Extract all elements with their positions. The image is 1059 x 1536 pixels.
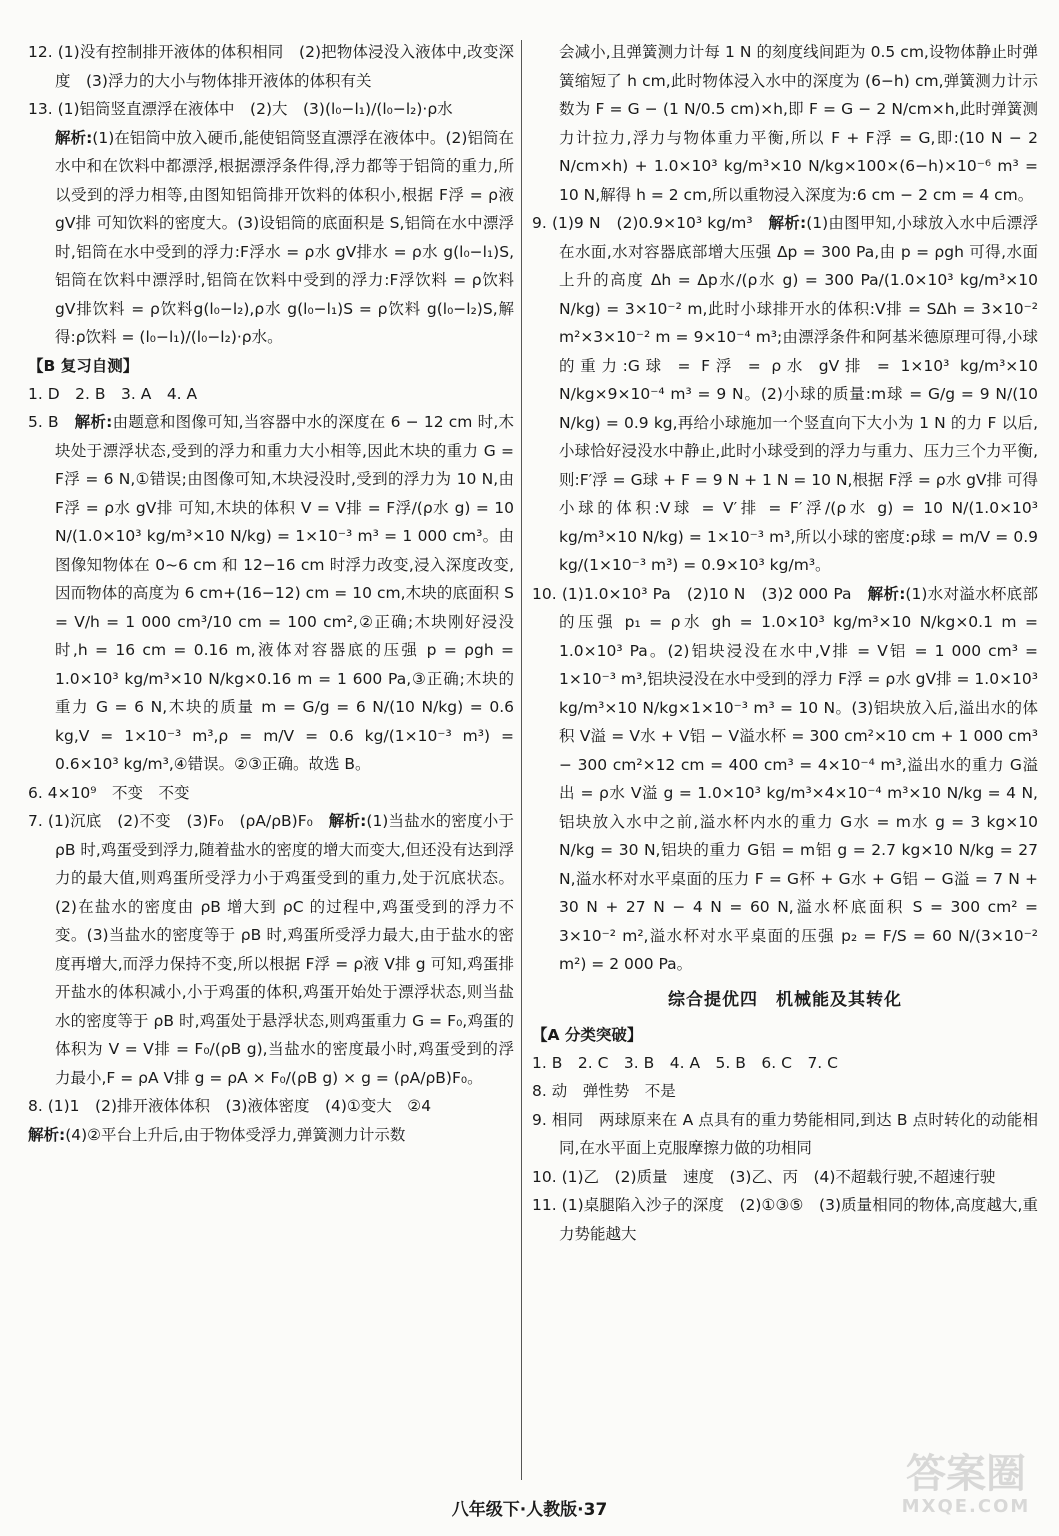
analysis-text: (1)水对溢水杯底部的压强 p₁ = ρ水 gh = 1.0×10³ kg/m³×10 N/kg×0.1 m = 1.0×10³ Pa。(2)铝块浸没在水中,V排 = V铝 = 1 000 cm³ = 1×10⁻³ m³,铝块浸没在水中受到的浮力 F浮 = ρ水 gV排 = 1.0×10³ kg/m³×10 N/kg×1×10⁻³ m³ = 10 N。(3)铝块放入后,溢出水的体积 V溢 = V水 + V铝 − V溢水杯 = 300 cm²×10 cm + 1 000 cm³ − 300 cm²×12 cm = 400 cm³ = 4×10⁻⁴ m³,溢出水的重力 G溢出 = ρ水 V溢 g = 1.0×10³ kg/m³×4×10⁻⁴ m³×10 N/kg = 4 N,铝块放入水中之前,溢水杯内水的重力 G水 = m水 g = 3 kg×10 N/kg = 30 N,铝块的重力 G铝 = m铝 g = 2.7 kg×10 N/kg = 27 N,溢水杯对水平桌面的压力 F = G杯 + G水 + G铝 − G溢 = 7 N + 30 N + 27 N − 4 N = 60 N,溢水杯底面积 S = 300 cm² = 3×10⁻² m²,溢水杯对水平桌面的压强 p₂ = F/S = 60 N/(3×10⁻² m²) = 2 000 Pa。 — [559, 584, 1038, 973]
section-heading-a: 【A 分类突破】 — [532, 1025, 643, 1044]
page-footer: 八年级下·人教版·37 — [451, 1500, 608, 1520]
answer-a11: 11. (1)桌腿陷入沙子的深度 (2)①③⑤ (3)质量相同的物体,高度越大,重力势能越大 — [532, 1196, 1038, 1243]
answer-q7-head: 7. (1)沉底 (2)不变 (3)F₀ (ρA/ρB)F₀ — [28, 812, 329, 830]
analysis-label: 解析: — [867, 584, 906, 603]
right-column — [532, 38, 1038, 1248]
answer-q8: 8. (1)1 (2)排开液体体积 (3)液体密度 (4)①变大 ②4 — [28, 1097, 432, 1115]
answer-q12: 12. (1)没有控制排开液体的体积相同 (2)把物体浸没入液体中,改变深度 (3)浮力的大小与物体排开液体的体积有关 — [28, 43, 514, 90]
left-column — [28, 38, 514, 1149]
analysis-q8 — [28, 1121, 514, 1150]
answer-q5-head: 5. B — [28, 413, 75, 431]
watermark-logo — [891, 1452, 1041, 1522]
answer-q7 — [28, 807, 514, 1092]
analysis-label: 解析: — [768, 214, 807, 232]
answer-q1-4: 1. D 2. B 3. A 4. A — [28, 384, 198, 403]
analysis-text: (1)由图甲知,小球放入水中后漂浮在水面,水对容器底部增大压强 Δp = 300 Pa,由 p = ρgh 可得,水面上升的高度 Δh = Δp水/(ρ水 g) = 300 Pa/(1.0×10³ kg/m³×10 N/kg) = 3×10⁻² m,此时小球排开水的体积:V排 = SΔh = 3×10⁻² m²×3×10⁻² m = 9×10⁻⁴ m³;由漂浮条件和阿基米德原理可得,小球的重力:G球 = F浮 = ρ水 gV排 = 1×10³ kg/m³×10 N/kg×9×10⁻⁴ m³ = 9 N。(2)小球的质量:m球 = G/g = 9 N/(10 N/kg) = 0.9 kg,再给小球施加一个竖直向下大小为 1 N 的力 F 以后,小球恰好浸没水中静止,此时小球受到的浮力与重力、压力三个力平衡,则:F′浮 = G球 + F = 9 N + 1 N = 10 N,根据 F浮 = ρ水 gV排 可得小球的体积:V球 = V′排 = F′浮/(ρ水 g) = 10 N/(1.0×10³ kg/m³×10 N/kg) = 1×10⁻³ m³,所以小球的密度:ρ球 = m/V = 0.9 kg/(1×10⁻³ m³) = 0.9×10³ kg/m³。 — [559, 214, 1038, 574]
analysis-q13 — [28, 124, 514, 352]
analysis-label: 解析: — [28, 1125, 66, 1144]
answer-q9-head: 9. (1)9 N (2)0.9×10³ kg/m³ — [532, 214, 769, 232]
answer-a1-7: 1. B 2. C 3. B 4. A 5. B 6. C 7. C — [532, 1053, 838, 1072]
answer-q6: 6. 4×10⁹ 不变 不变 — [28, 783, 190, 802]
answer-a10: 10. (1)乙 (2)质量 速度 (3)乙、丙 (4)不超载行驶,不超速行驶 — [532, 1167, 996, 1186]
watermark-url: MXQE.COM — [901, 1496, 1031, 1517]
watermark-text: 答案圈 — [906, 1451, 1026, 1497]
answer-q10-head: 10. (1)1.0×10³ Pa (2)10 N (3)2 000 Pa — [532, 584, 868, 603]
column-divider — [521, 40, 522, 1480]
analysis-label: 解析: — [328, 812, 367, 830]
analysis-label: 解析: — [55, 128, 93, 147]
analysis-q8-continued: 会减小,且弹簧测力计每 1 N 的刻度线间距为 0.5 cm,设物体静止时弹簧缩短了 h cm,此时物体浸入水中的深度为 (6−h) cm,弹簧测力计示数为 F = G − (1 N/0.5 cm)×h,即 F = G − 2 N/cm×h,此时弹簧测力计拉力,浮力与物体重力平衡,所以 F + F浮 = G,即:(10 N − 2 N/cm×h) + 1.0×10³ kg/m³×10 N/kg×100×(6−h)×10⁻⁶ m³ = 10 N,解得 h = 2 cm,所以重物浸入深度为:6 cm − 2 cm = 4 cm。 — [559, 43, 1038, 204]
answer-a8: 8. 动 弹性势 不是 — [532, 1082, 676, 1100]
answer-q13: 13. (1)铝筒竖直漂浮在液体中 (2)大 (3)(l₀−l₁)/(l₀−l₂)·ρ水 — [28, 100, 453, 118]
answer-q10 — [532, 580, 1038, 979]
answer-a9: 9. 相同 两球原来在 A 点具有的重力势能相同,到达 B 点时转化的动能相同,在水平面上克服摩擦力做的功相同 — [532, 1110, 1038, 1157]
answer-q5 — [28, 408, 514, 779]
analysis-text: 由题意和图像可知,当容器中水的深度在 6 − 12 cm 时,木块处于漂浮状态,受到的浮力和重力大小相等,因此木块的重力 G = F浮 = 6 N,①错误;由图像可知,木块浸没时,受到的浮力为 10 N,由 F浮 = ρ水 gV排 可知,木块的体积 V = V排 = F浮/(ρ水 g) = 10 N/(1.0×10³ kg/m³×10 N/kg) = 1×10⁻³ m³ = 1 000 cm³。由图像知物体在 0~6 cm 和 12−16 cm 时浮力改变,浸入深度改变,因而物体的高度为 6 cm+(16−12) cm = 10 cm,木块的底面积 S = V/h = 1 000 cm³/10 cm = 100 cm²,②正确;木块刚好浸没时,h = 16 cm = 0.16 m,液体对容器底的压强 p = ρgh = 1.0×10³ kg/m³×10 N/kg×0.16 m = 1 600 Pa,③正确;木块的重力 G = 6 N,木块的质量 m = G/g = 6 N/(10 N/kg) = 0.6 kg,V = 1×10⁻³ m³,ρ = m/V = 0.6 kg/(1×10⁻³ m³) = 0.6×10³ kg/m³,④错误。②③正确。故选 B。 — [55, 413, 514, 773]
analysis-label: 解析: — [74, 413, 113, 431]
answer-q9 — [532, 209, 1038, 580]
analysis-text: (4)②平台上升后,由于物体受浮力,弹簧测力计示数 — [65, 1125, 406, 1144]
section-heading-b: 【B 复习自测】 — [28, 356, 139, 375]
section-title: 综合提优四 机械能及其转化 — [668, 989, 902, 1010]
analysis-text: (1)在铝筒中放入硬币,能使铝筒竖直漂浮在液体中。(2)铝筒在水中和在饮料中都漂浮,根据漂浮条件得,浮力都等于铝筒的重力,所以受到的浮力相等,由图知铝筒排开饮料的体积小,根据 F浮 = ρ液 gV排 可知饮料的密度大。(3)设铝筒的底面积是 S,铝筒在水中漂浮时,铝筒在水中受到的浮力:F浮水 = ρ水 gV排水 = ρ水 g(l₀−l₁)S,铝筒在饮料中漂浮时,铝筒在饮料中受到的浮力:F浮饮料 = ρ饮料gV排饮料 = ρ饮料g(l₀−l₂),ρ水 g(l₀−l₁)S = ρ饮料 g(l₀−l₂)S,解得:ρ饮料 = (l₀−l₁)/(l₀−l₂)·ρ水。 — [55, 128, 515, 346]
analysis-text: (1)当盐水的密度小于 ρB 时,鸡蛋受到浮力,随着盐水的密度的增大而变大,但还没有达到浮力的最大值,则鸡蛋所受浮力小于鸡蛋受到的重力,处于沉底状态。(2)在盐水的密度由 ρB 增大到 ρC 的过程中,鸡蛋受到的浮力不变。(3)当盐水的密度等于 ρB 时,鸡蛋所受浮力最大,由于盐水的密度再增大,而浮力保持不变,所以根据 F浮 = ρ液 V排 g 可知,鸡蛋排开盐水的体积减小,小于鸡蛋的体积,鸡蛋开始处于漂浮状态,则当盐水的密度等于 ρB 时,鸡蛋处于悬浮状态,则鸡蛋重力 G = F₀,鸡蛋的体积为 V = V排 = F₀/(ρB g),当盐水的密度最小时,鸡蛋受到的浮力最小,F = ρA V排 g = ρA × F₀/(ρB g) × g = (ρA/ρB)F₀。 — [55, 812, 514, 1087]
